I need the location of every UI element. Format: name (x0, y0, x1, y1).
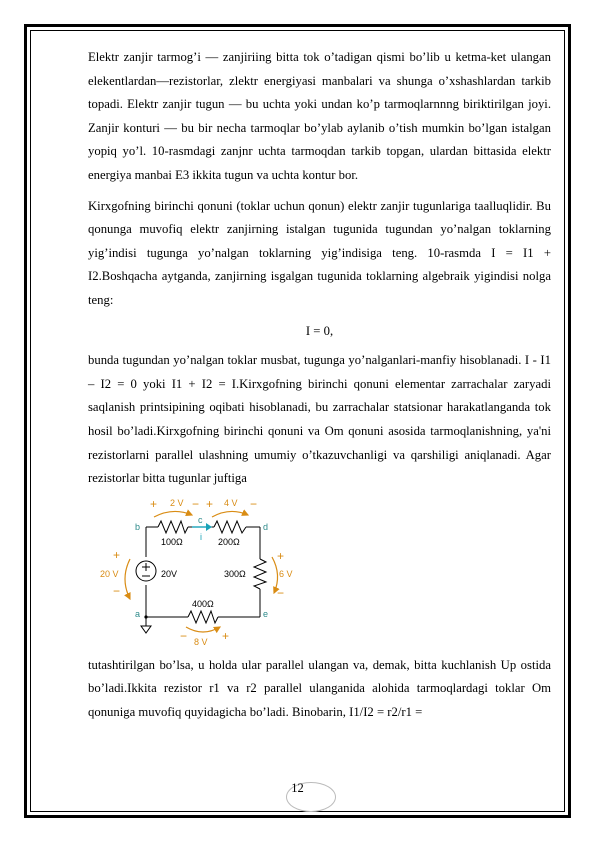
r4-minus: − (180, 628, 188, 643)
current-arrow-head (206, 523, 212, 531)
r1-plus: + (150, 496, 158, 511)
ground-icon (141, 626, 151, 633)
r1-label: 100Ω (161, 536, 183, 547)
r4-plus: + (222, 628, 230, 643)
r1-minus: − (192, 496, 200, 511)
circuit-figure (88, 495, 551, 651)
paragraph-3: bunda tugundan yo’nalgan toklar musbat, tugunga yo’nalganlari-manfiy hisoblanadi. I - I1 – I2 = 0 yoki I1 + I2 = I.Kirxgofning birinchi qonuni elementar zarrachalar zaryadi saqlanish printsipining oqibati hisoblanadi, bu zarrachalar statsionar harakatlanganda tok hosil bo’ladi.Kirxgofning birinchi qonuni va Om qonuni asosida tarmoqlanishning, ya'ni rezistorlarni parallel ulashning umumiy o’tkazuvchanligi va qarshiligi aniqlanadi. Agar rezistorlar bitta tugunlar juftiga (88, 353, 551, 486)
node-label-c: c (198, 514, 203, 525)
r2-minus: − (250, 496, 258, 511)
r2-label: 200Ω (218, 536, 240, 547)
v-arc-r2 (212, 511, 248, 517)
v-r1-label: 2 V (170, 497, 184, 508)
v-arc-r1 (154, 511, 192, 517)
v-arc-source (125, 559, 130, 599)
r3-minus: − (277, 585, 285, 600)
page-number: 12 (291, 781, 304, 795)
r2-plus: + (206, 496, 214, 511)
paragraph-4: tutashtirilgan bo’lsa, u holda ular parallel ulangan va, demak, bitta kuchlanish Up ostida bo’ladi.Ikkita rezistor r1 va r2 parallel ulanganida alohida tarmoqlardagi toklar Om qonuniga muvofiq quyidagicha bo’ladi. Binobarin, I1/I2 = r2/r1 = (88, 657, 551, 719)
paragraph-1: Elektr zanjir tarmog’i — zanjiriing bitta tok o’tadigan qismi bo’lib u ketma-ket ulangan elekentlardan—rezistorlar, zlektr energiyasi manbalari va shunga o’xshashlardan tarkib topadi. Elektr zanjir tugun — bu uchta yoki undan ko’p tarmoqlarnnng biriktirilgan joyi. Zanjir konturi — bu bir necha tarmoqlar bo’ylab aylanib o’tish mumkin bo’lgan istalgan yopiq yo’l. 10-rasmdagi zanjnr uchta tarmoqdan tarkib topgan, ulardan bittasida elektr energiya manbai E3 ikkita tugun va uchta kontur bor. (88, 50, 551, 182)
resistor-100-ohm (158, 521, 188, 533)
v-arc-r4 (186, 627, 220, 632)
equation: I = 0, (305, 323, 334, 338)
node-a-dot (144, 615, 147, 618)
source-label: 20V (161, 568, 178, 579)
voltage-source (136, 561, 156, 581)
node-label-e: e (263, 608, 269, 619)
resistor-200-ohm (214, 521, 246, 533)
paragraph-2: Kirxgofning birinchi qonuni (toklar uchun qonun) elektr zanjir tugunlariga taalluqlidir. Bu qonunga muvofiq elektr zanjirning istalgan tugunida tugundan yo’nalgan toklarning yig’indisi tugunga yo’nalgan toklarning yig’indisiga teng. 10-rasmda I = I1 + I2.Boshqacha aytganda, zanjirning isgalgan tugunida toklarning algebraik yigindisi nolga teng: (88, 198, 551, 307)
source-plus: + (113, 547, 121, 562)
r4-label: 400Ω (192, 598, 214, 609)
resistor-300-ohm (254, 559, 266, 589)
v-source-label: 20 V (100, 568, 119, 579)
r3-plus: + (277, 548, 285, 563)
node-label-b: b (135, 521, 141, 532)
circuit-diagram (88, 495, 551, 651)
r3-label: 300Ω (224, 568, 246, 579)
v-r2-label: 4 V (224, 497, 238, 508)
node-label-d: d (263, 521, 269, 532)
v-r4-label: 8 V (194, 636, 208, 647)
node-label-a: a (135, 608, 141, 619)
page-content (88, 46, 551, 731)
v-r3-label: 6 V (279, 568, 293, 579)
resistor-400-ohm (188, 611, 218, 623)
current-label: i (200, 531, 202, 542)
source-minus: − (113, 583, 121, 598)
